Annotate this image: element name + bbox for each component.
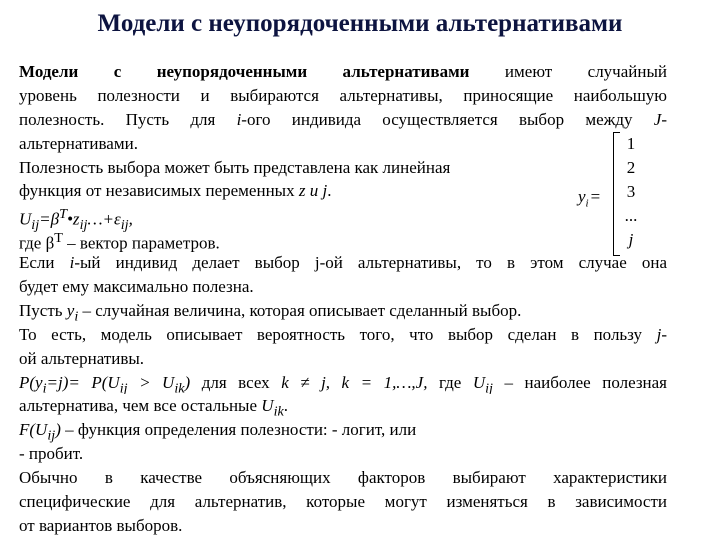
factors-line-2: специфические для альтернатив, которые могут изменяться в зависимости bbox=[19, 492, 667, 512]
probability-line-2: ой альтернативы. bbox=[19, 348, 145, 368]
math-text: =j)= P(U bbox=[46, 372, 120, 392]
vector-label bbox=[578, 187, 600, 209]
math-var: j bbox=[656, 324, 662, 344]
vector-bracket bbox=[613, 132, 620, 256]
math-var: U bbox=[261, 396, 274, 416]
text-span: Если bbox=[19, 253, 70, 273]
math-sup: T bbox=[59, 206, 67, 223]
choice-line-2: будет ему максимально полезна. bbox=[19, 277, 254, 297]
vector-entry: 3 bbox=[626, 182, 636, 201]
math-sub: ij bbox=[47, 427, 56, 444]
vector-entry: ... bbox=[624, 206, 638, 225]
math-var: z и j bbox=[298, 181, 328, 201]
math-sub: i bbox=[42, 379, 47, 395]
math-sub: ij bbox=[120, 217, 129, 234]
slide-title: Модели с неупорядоченными альтернативами bbox=[97, 10, 623, 37]
math-text: F(U bbox=[19, 420, 48, 440]
function-line bbox=[19, 418, 667, 442]
text-span: функция от независимых переменных bbox=[19, 181, 299, 201]
text-span: имеют случайный bbox=[469, 62, 667, 81]
math-sub: i bbox=[74, 308, 79, 325]
math-sub: ik bbox=[174, 379, 185, 395]
math-sub: ij bbox=[79, 217, 88, 234]
math-text: > U bbox=[127, 372, 175, 392]
choice-vector bbox=[578, 132, 648, 256]
math-text: •z bbox=[66, 210, 80, 229]
probability-formula-line bbox=[19, 371, 667, 395]
math-text: ) bbox=[184, 372, 191, 392]
utility-line-1: Полезность выбора может быть представлена как линейная bbox=[19, 157, 451, 177]
math-var: y bbox=[66, 300, 75, 320]
math-text: ) bbox=[55, 420, 61, 440]
math-sub: i bbox=[585, 197, 589, 210]
utility-formula bbox=[19, 203, 667, 234]
paragraph-intro-line-1 bbox=[19, 60, 667, 84]
model-term: Модели с неупорядоченными альтернативами bbox=[19, 62, 470, 81]
text-span: полезность. Пусть для bbox=[19, 109, 237, 129]
math-text: =β bbox=[39, 210, 60, 229]
vector-entry: 1 bbox=[626, 134, 636, 153]
math-var: y bbox=[578, 187, 586, 206]
math-var: i bbox=[69, 253, 75, 273]
math-text: k ≠ j, k = 1,…,J, bbox=[281, 372, 428, 392]
factors-line-3: от вариантов выборов. bbox=[19, 515, 183, 535]
text-span: То есть, модель описывает вероятность того, что выбор сделан в пользу bbox=[19, 324, 657, 344]
text-span: альтернатива, чем все остальные bbox=[19, 396, 262, 416]
slide-body bbox=[19, 60, 667, 538]
text-span: для всех bbox=[190, 372, 282, 392]
text-span: Пусть bbox=[19, 300, 67, 320]
text-span: – вектор параметров. bbox=[62, 233, 220, 253]
text-span: где bbox=[427, 372, 473, 392]
math-var: U bbox=[472, 372, 486, 392]
choice-line-1 bbox=[19, 251, 667, 275]
text-span: – функция определения полезности: - логит, или bbox=[60, 420, 417, 440]
math-var: J bbox=[653, 109, 662, 129]
math-text: …+ε bbox=[87, 210, 121, 229]
utility-line-2 bbox=[19, 179, 667, 203]
text-span: . bbox=[283, 396, 289, 416]
text-span: – случайная величина, которая описывает сделанный выбор. bbox=[78, 300, 522, 320]
paragraph-intro-line-3 bbox=[19, 108, 667, 132]
math-sup: T bbox=[54, 230, 63, 247]
vector-entries bbox=[621, 132, 641, 252]
text-span: – наиболее полезная bbox=[492, 372, 667, 392]
math-var: i bbox=[236, 109, 242, 129]
function-line-2: - пробит. bbox=[19, 444, 84, 464]
math-sub: ik bbox=[273, 403, 284, 420]
probability-line-1 bbox=[19, 323, 667, 347]
text-span: - bbox=[661, 324, 667, 344]
vector-entry: j bbox=[628, 230, 634, 249]
text-span: -ого индивида осуществляется выбор между bbox=[241, 109, 654, 129]
text-span: . bbox=[327, 181, 332, 201]
vector-entry: 2 bbox=[626, 158, 636, 177]
paragraph-intro-line-2: уровень полезности и выбираются альтернативы, приносящие наибольшую bbox=[19, 85, 667, 105]
math-sub: ij bbox=[31, 217, 40, 234]
math-text: P(y bbox=[19, 372, 43, 392]
factors-line-1: Обычно в качестве объясняющих факторов выбирают характеристики bbox=[19, 468, 667, 488]
random-variable-line bbox=[19, 299, 667, 323]
paragraph-intro-line-4: альтернативами. bbox=[19, 133, 138, 153]
text-span: -ый индивид делает выбор j-ой альтернативы, то в этом случае она bbox=[74, 253, 667, 273]
text-span: - bbox=[661, 109, 667, 129]
math-text: = bbox=[590, 187, 601, 206]
where-line bbox=[19, 227, 667, 251]
math-sub: ij bbox=[119, 379, 128, 395]
probability-formula-line-2 bbox=[19, 394, 667, 418]
math-var: U bbox=[19, 210, 32, 229]
math-sub: ij bbox=[485, 379, 493, 395]
math-text: , bbox=[128, 210, 133, 229]
text-span: где β bbox=[19, 233, 55, 253]
